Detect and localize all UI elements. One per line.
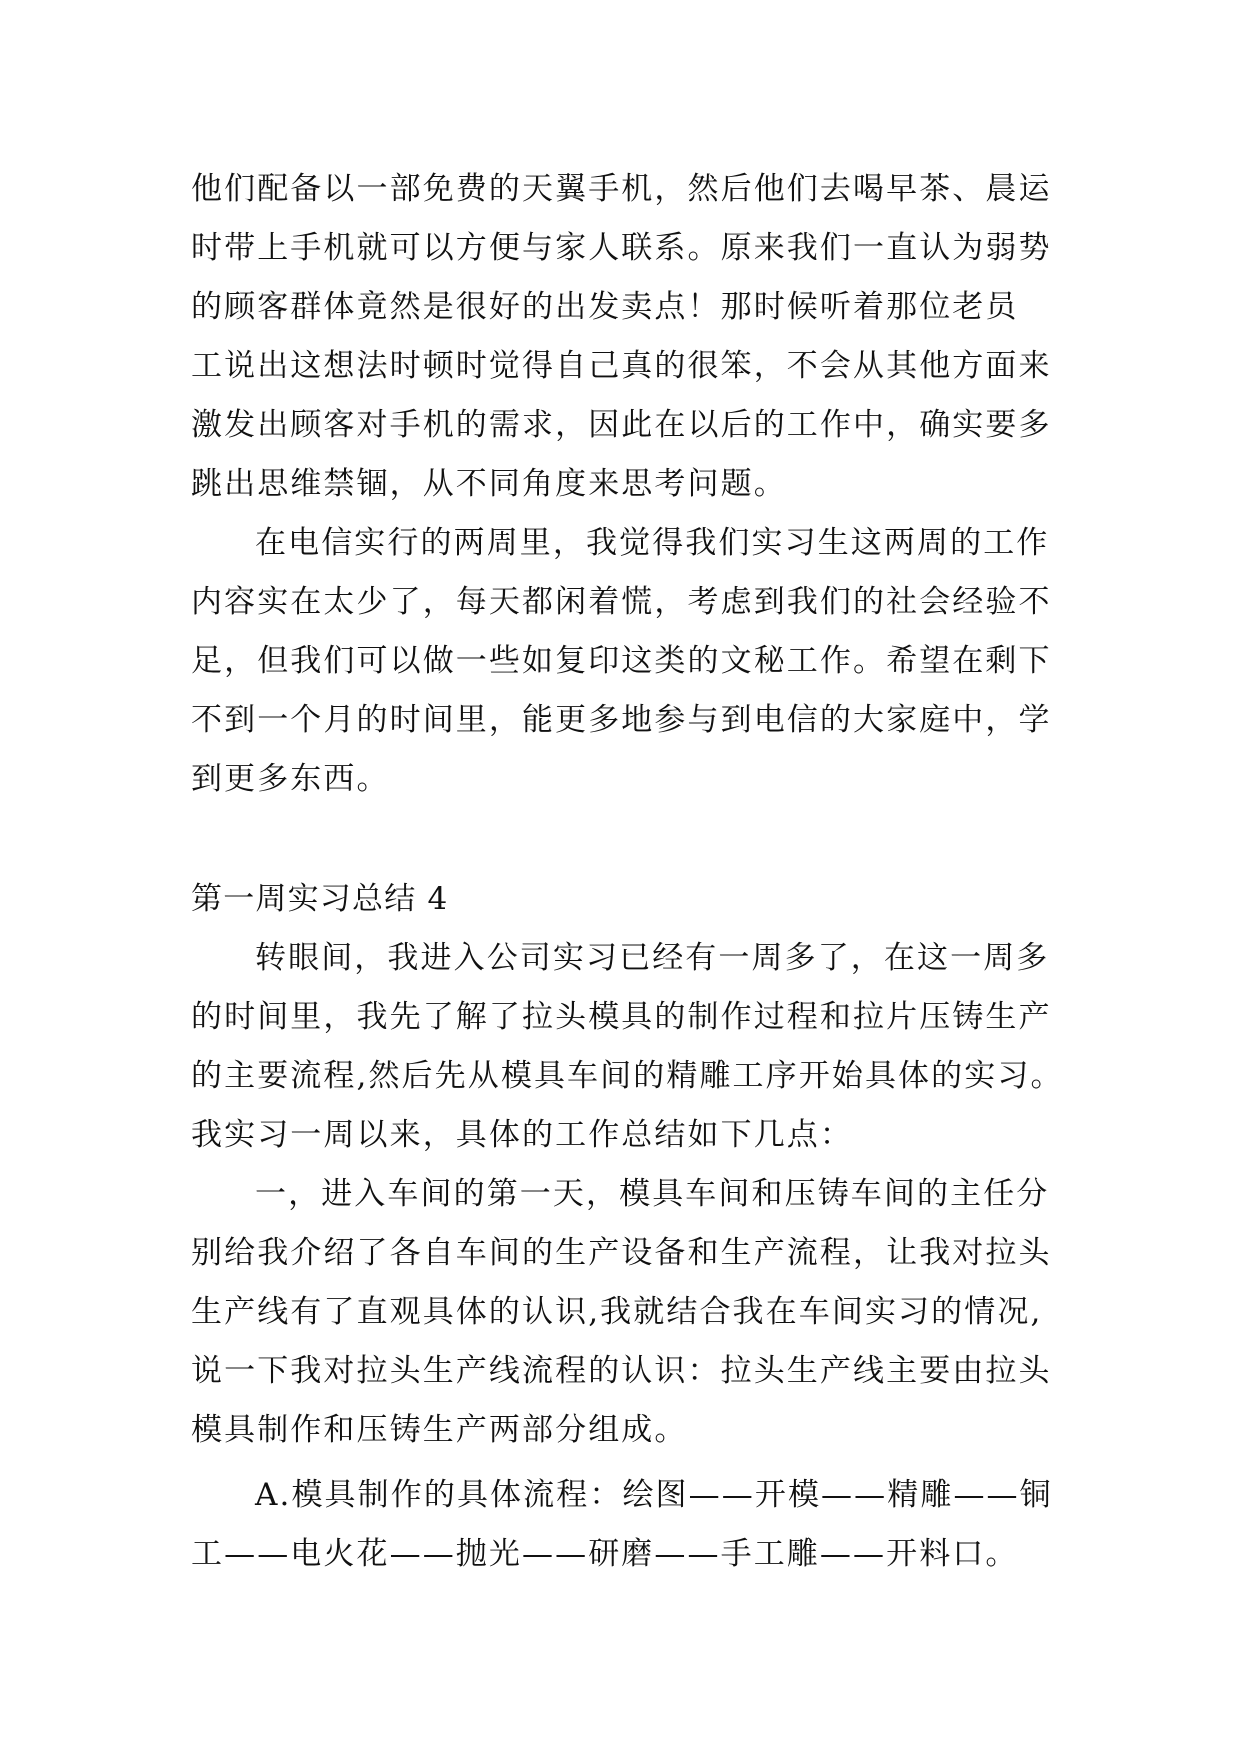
paragraph-intro xyxy=(191,929,1064,1165)
text-line: 模具制作和压铸生产两部分组成。 xyxy=(191,1412,688,1448)
section-gap xyxy=(191,809,1053,870)
text-line: 时带上手机就可以方便与家人联系。原来我们一直认为弱势 xyxy=(191,230,1052,266)
text-line: 生产线有了直观具体的认识,我就结合我在车间实习的情况, xyxy=(191,1294,1043,1330)
text-line: 我实习一周以来，具体的工作总结如下几点： xyxy=(191,1117,853,1153)
text-line: 的主要流程,然后先从模具车间的精雕工序开始具体的实习。 xyxy=(191,1058,1064,1094)
text-line: 不到一个月的时间里，能更多地参与到电信的大家庭中，学 xyxy=(191,702,1052,738)
text-line: 的顾客群体竟然是很好的出发卖点！那时候听着那位老员 xyxy=(191,289,1019,325)
text-line: 内容实在太少了，每天都闲着慌，考虑到我们的社会经验不 xyxy=(191,584,1052,620)
paragraph-continuation xyxy=(191,160,1053,514)
text-line: 一，进入车间的第一天，模具车间和压铸车间的主任分 xyxy=(255,1176,1050,1212)
paragraph-mold-process xyxy=(191,1466,1053,1584)
text-line: 足，但我们可以做一些如复印这类的文秘工作。希望在剩下 xyxy=(191,643,1052,679)
text-line: 转眼间，我进入公司实习已经有一周多了，在这一周多 xyxy=(255,940,1050,976)
text-line: 他们配备以一部免费的天翼手机，然后他们去喝早茶、晨运 xyxy=(191,171,1052,207)
text-line: 说一下我对拉头生产线流程的认识：拉头生产线主要由拉头 xyxy=(191,1353,1052,1389)
document-body xyxy=(191,160,1064,1584)
section-heading: 第一周实习总结 4 xyxy=(191,881,449,917)
text-line: 跳出思维禁锢，从不同角度来思考问题。 xyxy=(191,466,787,502)
text-line: A.模具制作的具体流程：绘图——开模——精雕——铜 xyxy=(255,1477,1053,1513)
paragraph-point-one xyxy=(191,1165,1053,1460)
text-line: 在电信实行的两周里，我觉得我们实习生这两周的工作 xyxy=(255,525,1050,561)
text-line: 别给我介绍了各自车间的生产设备和生产流程，让我对拉头 xyxy=(191,1235,1052,1271)
text-line: 的时间里，我先了解了拉头模具的制作过程和拉片压铸生产 xyxy=(191,999,1052,1035)
text-line: 工——电火花——抛光——研磨——手工雕——开料口。 xyxy=(191,1536,1019,1572)
paragraph-telecom-reflection xyxy=(191,514,1053,809)
text-line: 到更多东西。 xyxy=(191,761,390,797)
text-line: 激发出顾客对手机的需求，因此在以后的工作中，确实要多 xyxy=(191,407,1052,443)
text-line: 工说出这想法时顿时觉得自己真的很笨，不会从其他方面来 xyxy=(191,348,1052,384)
